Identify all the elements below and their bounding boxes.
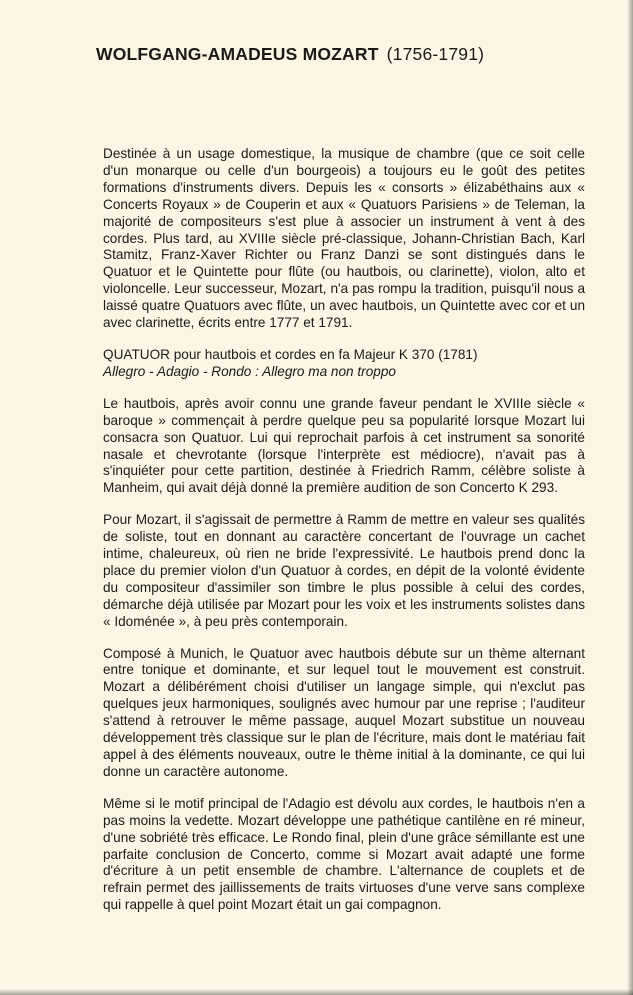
paragraph-3: Composé à Munich, le Quatuor avec hautbois débute sur un thème alternant entre tonique et dominante, et sur lequel tout le mouvement est construit. Mozart a délibérément choisi d'utiliser un langage simple, qui n'exclut pas quelques jeux harmoniques, soulignés avec humour par une reprise ; l'auditeur s'attend à retrouver le même passage, auquel Mozart substitue un nouveau développement très classique sur le plan de l'écriture, mais dont le matériau fait appel à des éléments nouveaux, outre le thème initial à la dominante, ce qui lui donne un caractère autonome. xyxy=(103,645,585,779)
paragraph-4: Même si le motif principal de l'Adagio est dévolu aux cordes, le hautbois n'en a pas moins la vedette. Mozart développe une pathétique cantilène en ré mineur, d'une sobriété très efficace. Le Rondo final, plein d'une grâce sémillante est une parfaite conclusion de Concerto, comme si Mozart avait adapté une forme d'écriture à un petit ensemble de chambre. L'alternance de couplets et de refrain permet des jaillissements de traits virtuoses d'une verve sans complexe qui rappelle à quel point Mozart était un gai compagnon. xyxy=(103,795,585,913)
text-body xyxy=(103,146,585,929)
work-heading xyxy=(103,347,585,381)
composer-name: WOLFGANG-AMADEUS MOZART xyxy=(96,44,379,64)
paragraph-1: Le hautbois, après avoir connu une grande faveur pendant le XVIIIe siècle « baroque » commençait à perdre quelque peu sa popularité lorsque Mozart lui consacra son Quatuor. Lui qui reprochait parfois à cet instrument sa sonorité nasale et chevrotante (lorsque l'interprète est médiocre), n'avait pas à s'inquiéter pour cette partition, destinée à Friedrich Ramm, célèbre soliste à Manheim, qui avait déjà donné la première audition de son Concerto K 293. xyxy=(103,395,585,496)
page-title xyxy=(96,44,596,65)
watermark-left xyxy=(0,577,36,617)
intro-paragraph: Destinée à un usage domestique, la musique de chambre (que ce soit celle d'un monarque ou celle d'un bourgeois) a toujours eu le goût des petites formations d'instruments divers. Depuis les « consorts » élizabéthains aux « Concerts Royaux » de Couperin et aux « Quatuors Parisiens » de Teleman, la majorité de compositeurs s'est plue à associer un instrument à vent à des cordes. Plus tard, au XVIIIe siècle pré-classique, Johann-Christian Bach, Karl Stamitz, Franz-Xaver Richter ou Franz Danzi se sont distingués dans le Quatuor et le Quintette pour flûte (ou hautbois, ou clarinette), violon, alto et violoncelle. Leur successeur, Mozart, n'a pas rompu la tradition, puisqu'il nous a laissé quatre Quatuors avec flûte, un avec hautbois, un Quintette avec cor et un avec clarinette, écrits entre 1777 et 1791. xyxy=(103,146,585,331)
work-title: QUATUOR pour hautbois et cordes en fa Majeur K 370 (1781) xyxy=(103,346,478,362)
page-edge-shadow-right xyxy=(627,0,633,995)
work-movements: Allegro - Adagio - Rondo : Allegro ma non troppo xyxy=(103,363,396,379)
composer-dates: (1756-1791) xyxy=(386,44,485,64)
paragraph-2: Pour Mozart, il s'agissait de permettre à Ramm de mettre en valeur ses qualités de soliste, tout en donnant au caractère concertant de l'ouvrage un cachet intime, chaleureux, où rien ne bride l'expressivité. Le hautbois prend donc la place du premier violon d'un Quatuor à cordes, en dépit de la volonté évidente du compositeur d'assimiler son timbre le plus possible à celui des cordes, démarche déjà utilisée par Mozart pour les voix et les instruments solistes dans « Idoménée », à peu près contemporain. xyxy=(103,512,585,629)
page-edge-shadow-bottom xyxy=(0,989,633,995)
